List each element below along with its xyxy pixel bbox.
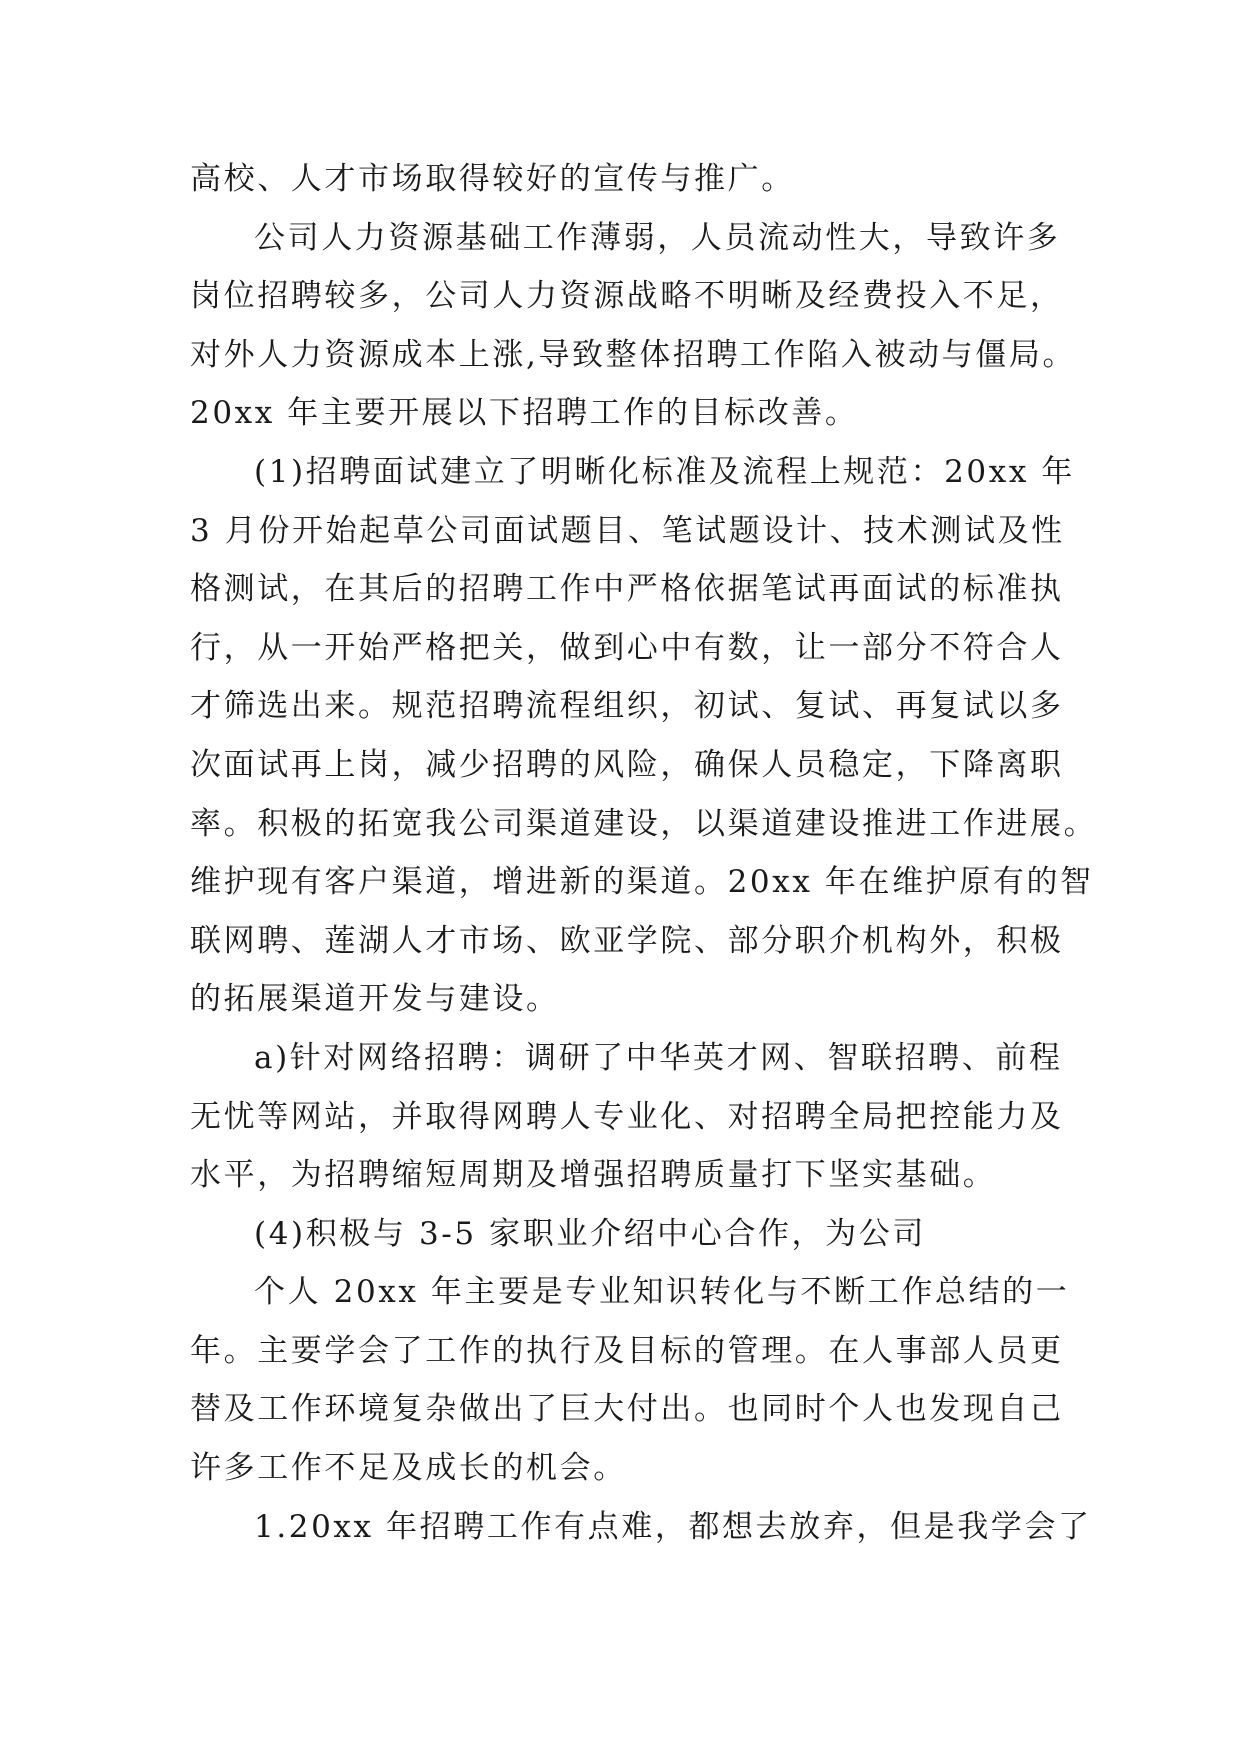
text-line: 联网聘、莲湖人才市场、欧亚学院、部分职介机构外，积极 — [190, 922, 1064, 959]
text-line: 行，从一开始严格把关，做到心中有数，让一部分不符合人 — [190, 629, 1064, 666]
text-line: 高校、人才市场取得较好的宣传与推广。 — [190, 161, 795, 197]
text-line: 才筛选出来。规范招聘流程组织，初试、复试、再复试以多 — [190, 688, 1064, 725]
text-line: 个人 20xx 年主要是专业知识转化与不断工作总结的一 — [254, 1274, 1070, 1311]
text-line: 年。主要学会了工作的执行及目标的管理。在人事部人员更 — [190, 1332, 1064, 1369]
text-line: 无忧等网站，并取得网聘人专业化、对招聘全局把控能力及 — [190, 1098, 1064, 1135]
text-line: 水平，为招聘缩短周期及增强招聘质量打下坚实基础。 — [190, 1157, 997, 1194]
text-line: (4)积极与 3-5 家职业介绍中心合作，为公司 — [254, 1215, 926, 1252]
text-line: 3 月份开始起草公司面试题目、笔试题设计、技术测试及性 — [190, 512, 1065, 549]
text-line: 次面试再上岗，减少招聘的风险，确保人员稳定，下降离职 — [190, 746, 1064, 783]
text-line: 率。积极的拓宽我公司渠道建设，以渠道建设推进工作进展。 — [190, 805, 1098, 842]
text-line: 岗位招聘较多，公司人力资源战略不明晰及经费投入不足， — [190, 278, 1064, 315]
text-line: 公司人力资源基础工作薄弱，人员流动性大，导致许多 — [254, 219, 1061, 256]
text-line: 20xx 年主要开展以下招聘工作的目标改善。 — [190, 395, 859, 432]
text-line: 对外人力资源成本上涨,导致整体招聘工作陷入被动与僵局。 — [190, 336, 1077, 373]
text-line: (1)招聘面试建立了明晰化标准及流程上规范：20xx 年 — [254, 453, 1075, 490]
text-line: a)针对网络招聘：调研了中华英才网、智联招聘、前程 — [254, 1039, 1063, 1076]
text-line: 格测试，在其后的招聘工作中严格依据笔试再面试的标准执 — [190, 571, 1064, 608]
text-line: 1.20xx 年招聘工作有点难，都想去放弃，但是我学会了 — [254, 1508, 1092, 1545]
text-line: 替及工作环境复杂做出了巨大付出。也同时个人也发现自己 — [190, 1391, 1064, 1428]
text-line: 许多工作不足及成长的机会。 — [190, 1450, 627, 1487]
text-line: 维护现有客户渠道，增进新的渠道。20xx 年在维护原有的智 — [190, 864, 1094, 901]
document-body — [190, 150, 1098, 1556]
text-line: 的拓展渠道开发与建设。 — [190, 981, 560, 1018]
